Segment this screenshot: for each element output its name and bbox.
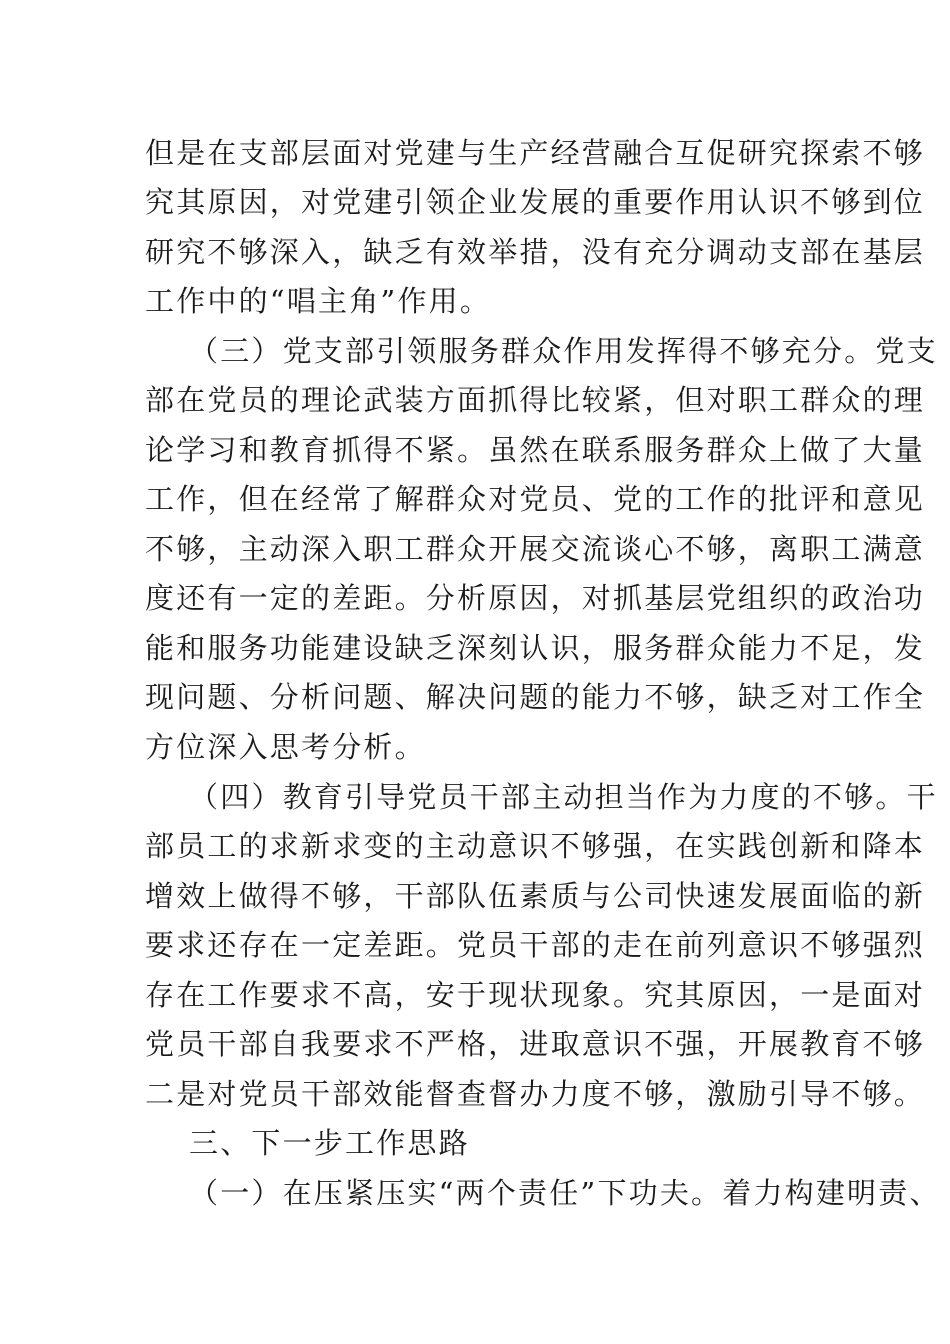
text-line: 党员干部自我要求不严格，进取意识不强，开展教育不够 (145, 1027, 926, 1061)
section-heading-line: （四）教育引导党员干部主动担当作为力度的不够。干 (189, 780, 938, 814)
text-line: 究其原因，对党建引领企业发展的重要作用认识不够到位 (145, 185, 926, 219)
text-line: 存在工作要求不高，安于现状现象。究其原因，一是面对 (145, 978, 926, 1012)
text-line: 但是在支部层面对党建与生产经营融合互促研究探索不够 (145, 136, 926, 170)
section-heading-line: （三）党支部引领服务群众作用发挥得不够充分。党支 (189, 334, 938, 368)
text-line: 能和服务功能建设缺乏深刻认识，服务群众能力不足，发 (145, 631, 926, 665)
section-heading-line: （一）在压紧压实“两个责任”下功夫。着力构建明责、 (189, 1176, 941, 1210)
text-line: 部员工的求新求变的主动意识不够强，在实践创新和降本 (145, 829, 926, 863)
text-line: 方位深入思考分析。 (145, 730, 426, 764)
text-line: 不够，主动深入职工群众开展交流谈心不够，离职工满意 (145, 532, 926, 566)
text-line: 部在党员的理论武装方面抓得比较紧，但对职工群众的理 (145, 383, 926, 417)
text-line: 度还有一定的差距。分析原因，对抓基层党组织的政治功 (145, 581, 926, 615)
text-line: 论学习和教育抓得不紧。虽然在联系服务群众上做了大量 (145, 433, 926, 467)
text-line: 二是对党员干部效能督查督办力度不够，激励引导不够。 (145, 1077, 926, 1111)
text-line: 工作中的“唱主角”作用。 (145, 284, 492, 318)
section-title-line: 三、下一步工作思路 (189, 1126, 470, 1160)
text-line: 增效上做得不够，干部队伍素质与公司快速发展面临的新 (145, 879, 926, 913)
text-line: 研究不够深入，缺乏有效举措，没有充分调动支部在基层 (145, 235, 926, 269)
text-line: 工作，但在经常了解群众对党员、党的工作的批评和意见 (145, 482, 926, 516)
text-line: 要求还存在一定差距。党员干部的走在前列意识不够强烈 (145, 928, 926, 962)
text-line: 现问题、分析问题、解决问题的能力不够，缺乏对工作全 (145, 680, 926, 714)
